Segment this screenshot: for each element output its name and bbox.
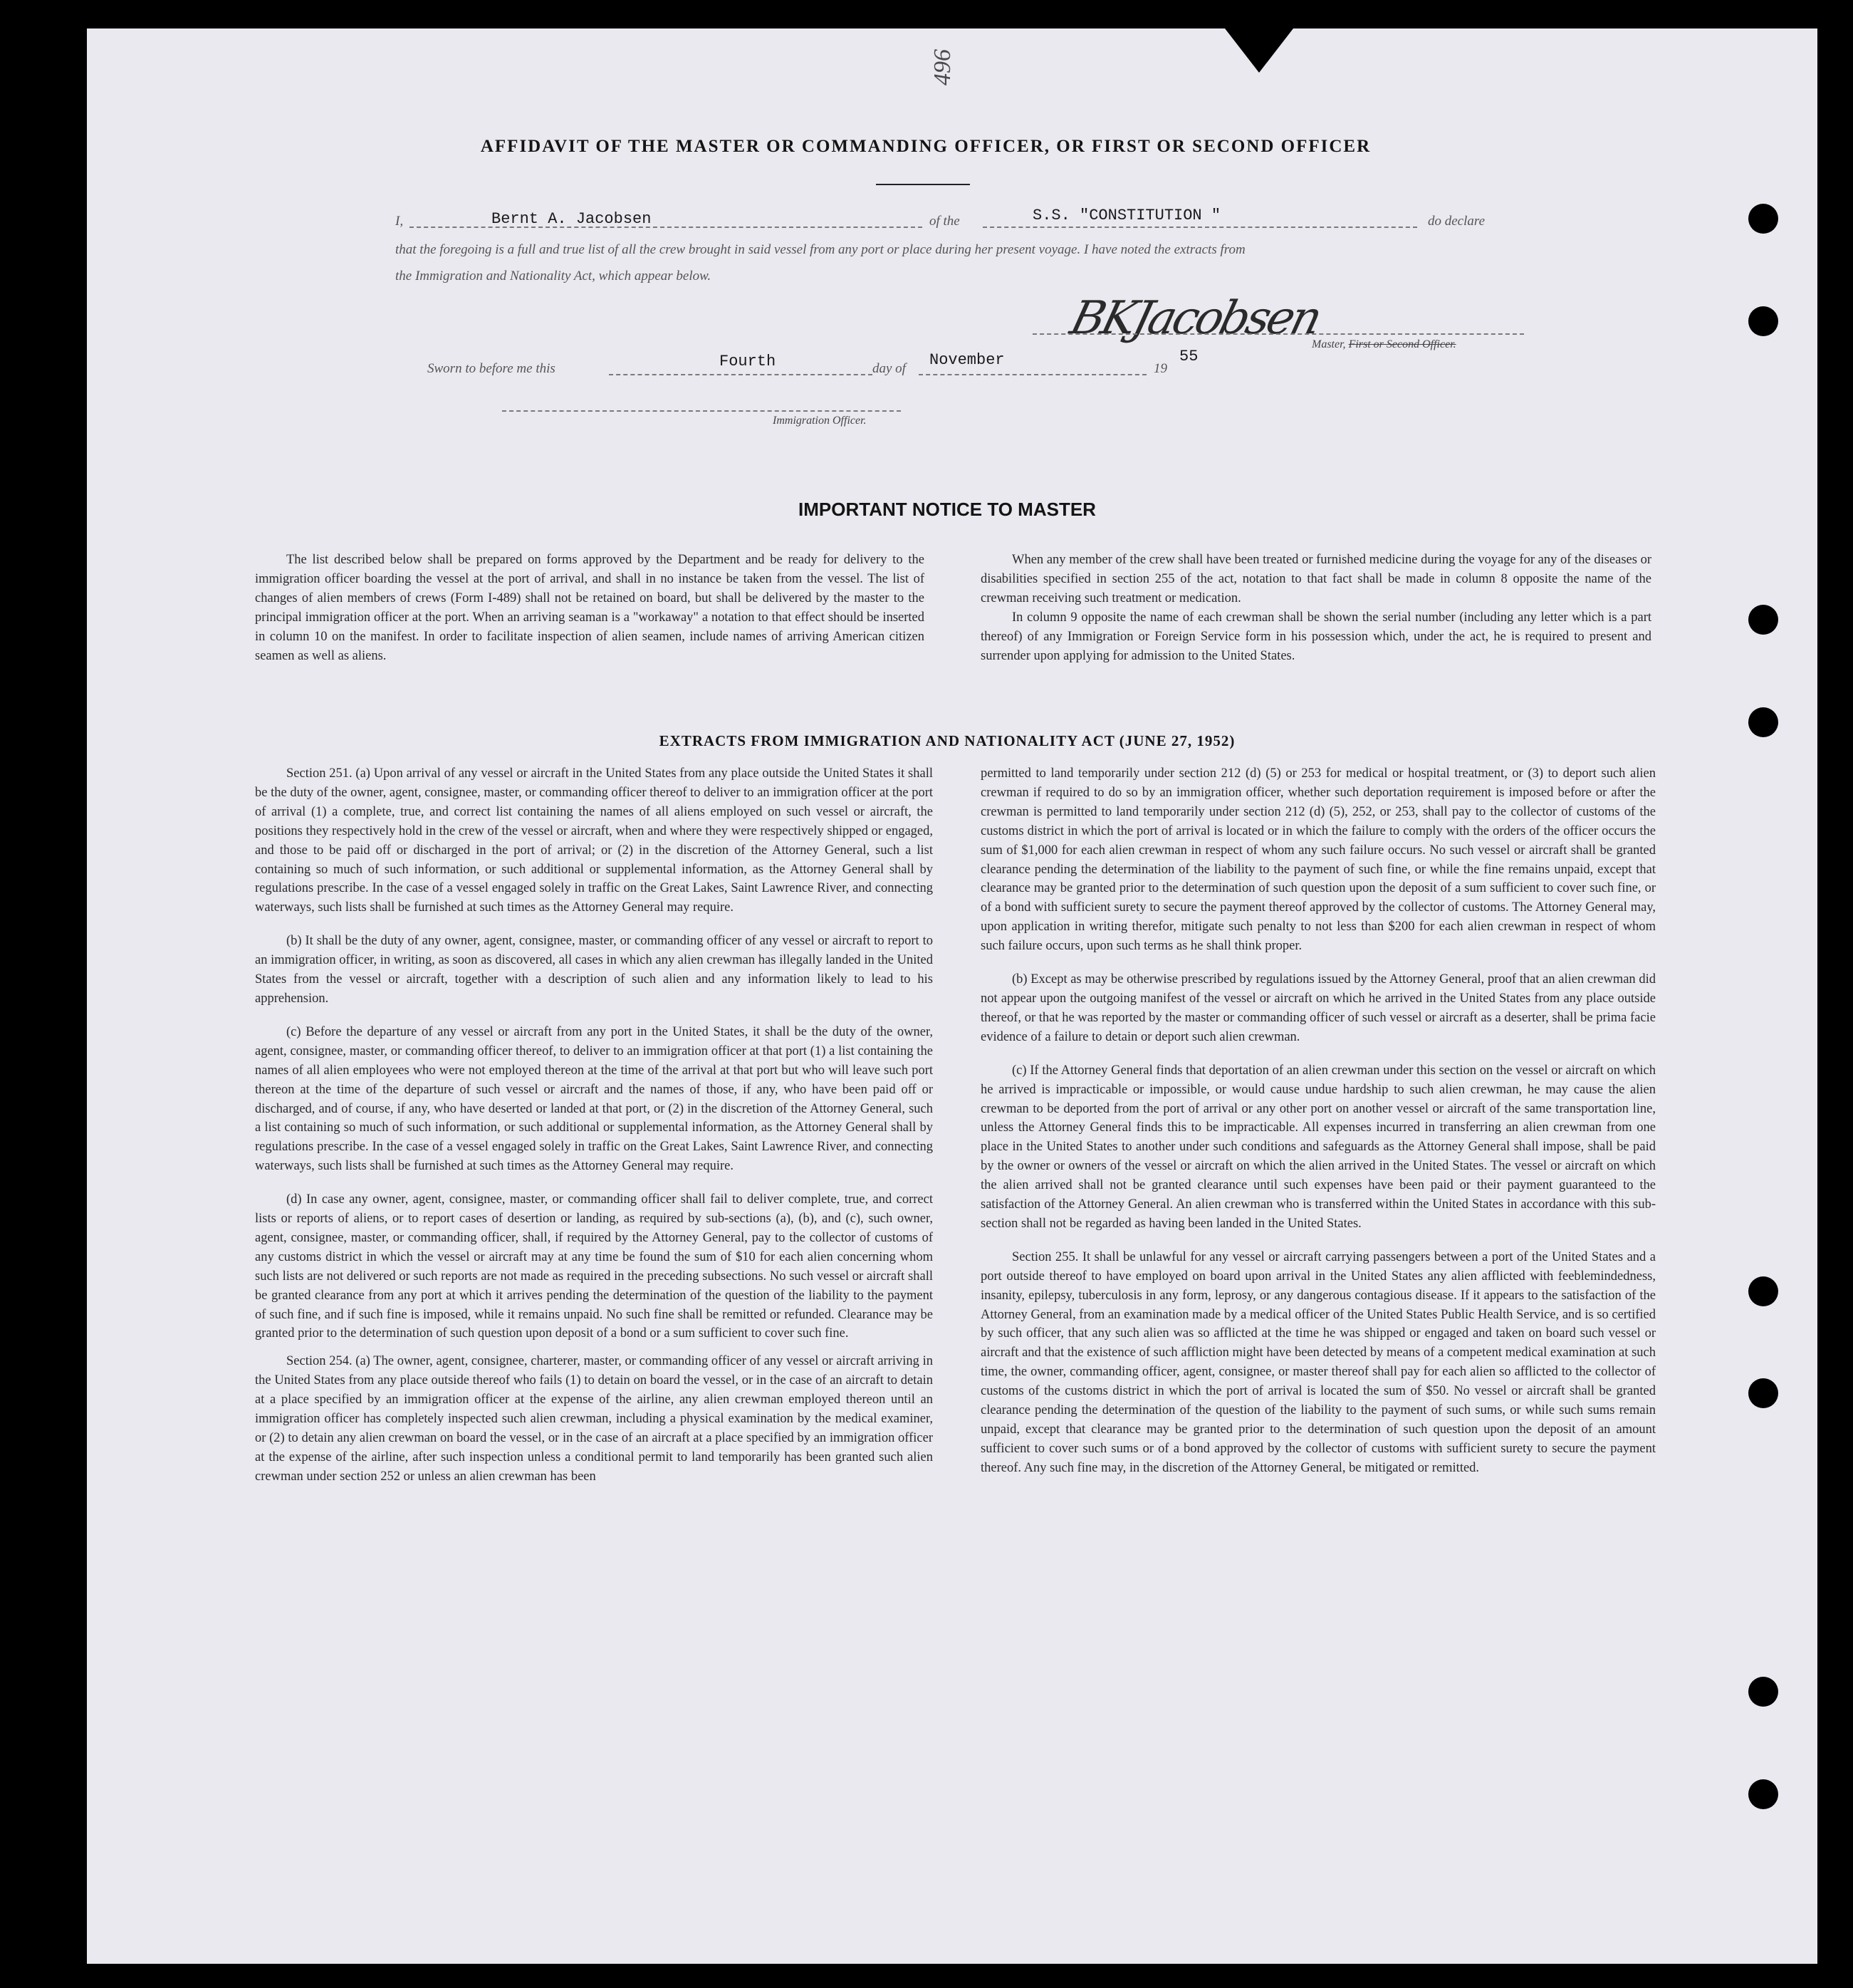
statement-line-2: the Immigration and Nationality Act, which appear below. [395, 269, 711, 283]
punch-hole [1748, 306, 1778, 336]
punch-hole [1748, 605, 1778, 635]
signer-title [1312, 338, 1456, 351]
extract-left-paragraph: Section 251. (a) Upon arrival of any vessel or aircraft in the United States from any place outside the United States it shall be the duty of the owner, agent, consignee, master, or commanding officer thereof to deliver to an immigration officer at the port of arrival (1) a complete, true, and correct list containing the names of all aliens employed on such vessel or aircraft, the positions they respectively hold in the crew of the vessel or aircraft, when and where they were respectively shipped or engaged, and those to be paid off or discharged in the port of arrival; or (2) in the discretion of the Attorney General, such a list containing so much of such information, or such additional or supplemental information, as the Attorney General shall by regulations prescribe. In the case of a vessel engaged solely in traffic on the Great Lakes, Saint Lawrence River, and connecting waterways, such lists shall be furnished at such times as the Attorney General may require. [255, 766, 933, 915]
corner-mark: 496 [929, 49, 956, 85]
sworn-month: November [929, 351, 1005, 369]
extract-left-paragraph: Section 254. (a) The owner, agent, consignee, charterer, master, or commanding officer of any vessel or aircraft arriving in the United States from any place outside thereof who fails (1) to detain on board the vessel, or in the case of an aircraft to detain at a place specified by an immigration officer at the expense of the airline, any alien crewman employed thereon until an immigration officer has completely inspected such alien crewman, including a physical examination by the medical examiner, or (2) to detain any alien crewman on board the vessel, or in the case of an aircraft at a place specified by an immigration officer at the expense of the airline, after such inspection unless a conditional permit to land temporarily has been granted such alien crewman under section 252 or unless an alien crewman has been [255, 1354, 933, 1484]
day-of-label: day of [872, 361, 906, 376]
immigration-officer-caption: Immigration Officer. [773, 415, 867, 427]
affidavit-title: AFFIDAVIT OF THE MASTER OR COMMANDING OFFICER, OR FIRST OR SECOND OFFICER [480, 137, 1372, 156]
extracts-left-column [255, 764, 933, 1501]
extracts-right-column [981, 764, 1656, 1492]
punch-hole [1748, 1378, 1778, 1408]
signature-line [1033, 333, 1524, 335]
statement-line-1: that the foregoing is a full and true list of all the crew brought in said vessel from any port or place during her present voyage. I have noted the extracts from [395, 242, 1246, 257]
sworn-year: 55 [1179, 348, 1199, 365]
notice-right-paragraph-2: In column 9 opposite the name of each crewman shall be shown the serial number (including any letter which is a part thereof) of any Immigration or Foreign Service form in his possession which, under the act, he is required to present and surrender upon applying for admission to the United States. [981, 610, 1651, 663]
notice-left-column [255, 551, 924, 680]
extract-left-paragraph: (d) In case any owner, agent, consignee, master, or commanding officer shall fail to deliver complete, true, and correct lists or reports of aliens, or to report cases of desertion or landing, as required by sub-sections (a), (b), and (c), such owner, agent, consignee, master, or commanding officer, shall, if required by the Attorney General, pay to the collector of customs of any customs district in which the vessel or aircraft may at any time be found the sum of $10 for each alien concerning whom such lists are not delivered or such reports are not made as required in the preceding subsections. No such vessel or aircraft shall be granted clearance from any port at which it arrives pending the determination of the question of the liability to the payment of such fine, and if such fine is imposed, while it remains unpaid. No such fine shall be remitted or refunded. Clearance may be granted prior to the determination of such question upon deposit of a bond or a sum sufficient to cover such fine. [255, 1192, 933, 1341]
punch-hole [1748, 204, 1778, 234]
signer-title-struck: First or Second Officer. [1348, 338, 1456, 350]
punch-hole [1748, 1779, 1778, 1809]
master-signature: BKJacobsen [1065, 292, 1325, 345]
vessel-line [983, 227, 1417, 228]
punch-hole [1748, 1677, 1778, 1707]
notice-right-paragraph-1: When any member of the crew shall have been treated or furnished medicine during the voyage for any of the diseases or disabilities specified in section 255 of the act, notation to that fact shall be made in column 8 opposite the name of the crewman receiving such treatment or medication. [981, 553, 1651, 605]
punch-hole [1748, 707, 1778, 737]
extract-right-paragraph: (c) If the Attorney General finds that deportation of an alien crewman under this section on the vessel or aircraft on which he arrived is impracticable or impossible, or would cause undue hardship to such alien crewman, he may cause the alien crewman to be deported from the port of arrival or any other port on another vessel or aircraft of the same transportation line, unless the Attorney General finds this to be impracticable. All expenses incurred in transferring an alien crewman from one place in the United States to another under such conditions and safeguards as the Attorney General shall impose, shall be paid by the owner or owners of the vessel or aircraft on which the alien arrived in the United States. The vessel or aircraft on which the alien arrived shall not be granted clearance until such expenses have been paid or their payment guaranteed to the satisfaction of the Attorney General. An alien crewman who is transferred within the United States in accordance with this sub-section shall not be regarded as having been landed in the United States. [981, 1063, 1656, 1231]
extract-right-paragraph: permitted to land temporarily under section 212 (d) (5) or 253 for medical or hospital treatment, or (3) to deport such alien crewman if required to do so by an immigration officer, whether such deportation requirement is imposed before or after the crewman is permitted to land temporarily under section 212 (d) (5), 252, or 253, shall pay to the collector of customs of the customs district in which the port of arrival is located or in which the failure to comply with the orders of the officer occurs the sum of $1,000 for each alien crewman in respect of whom any such failure occurs. No such vessel or aircraft shall be granted clearance pending the determination of the liability to the payment of such fine, or while the fine remains unpaid, except that clearance may be granted prior to the determination of such question upon the deposit of a sum sufficient to cover such fine, or of a bond with sufficient surety to secure the payment thereof approved by the collector of customs. The Attorney General may, upon application in writing therefor, mitigate such penalty to not less than $200 for each alien crewman in respect of whom such failure occurs, upon such terms as he shall think proper. [981, 766, 1656, 954]
of-the-label: of the [929, 214, 960, 229]
declarant-name: Bernt A. Jacobsen [491, 210, 652, 228]
day-line [609, 374, 872, 375]
i-label: I, [395, 214, 404, 229]
name-line [409, 227, 922, 228]
notice-right-column [981, 551, 1651, 680]
extracts-title: EXTRACTS FROM IMMIGRATION AND NATIONALITY ACT (JUNE 27, 1952) [659, 732, 1236, 749]
immigration-officer-line [502, 410, 901, 412]
extract-right-paragraph: (b) Except as may be otherwise prescribed by regulations issued by the Attorney General, proof that an alien crewman did not appear upon the outgoing manifest of the vessel or aircraft on which he arrived in the United States from any place outside thereof, or that he was reported by the master or commanding officer of such vessel or aircraft as a deserter, shall be prima facie evidence of a failure to detain or deport such alien crewman. [981, 972, 1656, 1044]
torn-corner [1225, 28, 1293, 73]
extract-left-paragraph: (b) It shall be the duty of any owner, agent, consignee, master, or commanding officer of any vessel or aircraft to report to an immigration officer, in writing, as soon as discovered, all cases in which any alien crewman has illegally landed in the United States from the vessel or aircraft, together with a description of such alien and any information likely to lead to his apprehension. [255, 934, 933, 1006]
sworn-day: Fourth [719, 353, 776, 370]
vessel-name: S.S. "CONSTITUTION " [1033, 207, 1221, 224]
punch-hole [1748, 1276, 1778, 1306]
month-line [919, 374, 1147, 375]
do-declare-label: do declare [1428, 214, 1486, 229]
notice-left-paragraph: The list described below shall be prepared on forms approved by the Department and be ready for delivery to the immigration officer boarding the vessel at the port of arrival, and shall in no instance be taken from the vessel. The list of changes of alien members of crews (Form I-489) shall not be retained on board, but shall be delivered by the master to the principal immigration officer at the port. When an arriving seaman is a "workaway" a notation to that effect should be inserted in column 10 on the manifest. In order to facilitate inspection of alien seamen, include names of arriving American citizen seamen as well as aliens. [255, 553, 924, 663]
title-rule [876, 184, 970, 185]
extract-left-paragraph: (c) Before the departure of any vessel or aircraft from any port in the United States, it shall be the duty of the owner, agent, consignee, master, or commanding officer thereof, to deliver to an immigration officer at that port (1) a list containing the names of all alien employees who were not employed thereon at the time of the arrival at that port but who will leave such port thereon at the time of the departure of such vessel or aircraft and the names of those, if any, who have been paid off or discharged, and of course, if any, who have deserted or landed at that port, or (2) in the discretion of the Attorney General, such a list containing so much of such information, or such additional or supplemental information, as the Attorney General shall by regulations prescribe. In the case of a vessel engaged solely in traffic on the Great Lakes, Saint Lawrence River, and connecting waterways, such lists shall be furnished at such times as the Attorney General may require. [255, 1024, 933, 1174]
extract-right-paragraph: Section 255. It shall be unlawful for any vessel or aircraft carrying passengers between a port of the United States and a port outside thereof to have employed on board upon arrival in the United States any alien afflicted with feeblemindedness, insanity, epilepsy, tuberculosis in any form, leprosy, or any dangerous contagious disease. If it appears to the satisfaction of the Attorney General, from an examination made by a medical officer of the United States Public Health Service, and is so certified by such officer, that any such alien was so afflicted at the time he was shipped or engaged and taken on board such vessel or aircraft and that the existence of such affliction might have been detected by means of a competent medical examination at such time, the owner, commanding officer, agent, consignee, or master thereof shall pay for each alien so afflicted to the collector of customs of the customs district in which the port of arrival is located the sum of $50. No vessel or aircraft shall be granted clearance pending the determination of the question of the liability to the payment of such sums, or while such sums remain unpaid, except that clearance may be granted prior to the determination of such question upon the deposit of an amount sufficient to cover such sums or of a bond approved by the collector of customs with sufficient surety to secure the payment thereof. Any such fine may, in the discretion of the Attorney General, be mitigated or remitted. [981, 1249, 1656, 1475]
year-prefix: 19 [1154, 361, 1167, 376]
signer-title-prefix: Master, [1312, 338, 1346, 350]
notice-title: IMPORTANT NOTICE TO MASTER [798, 499, 1096, 520]
sworn-label: Sworn to before me this [427, 361, 555, 376]
